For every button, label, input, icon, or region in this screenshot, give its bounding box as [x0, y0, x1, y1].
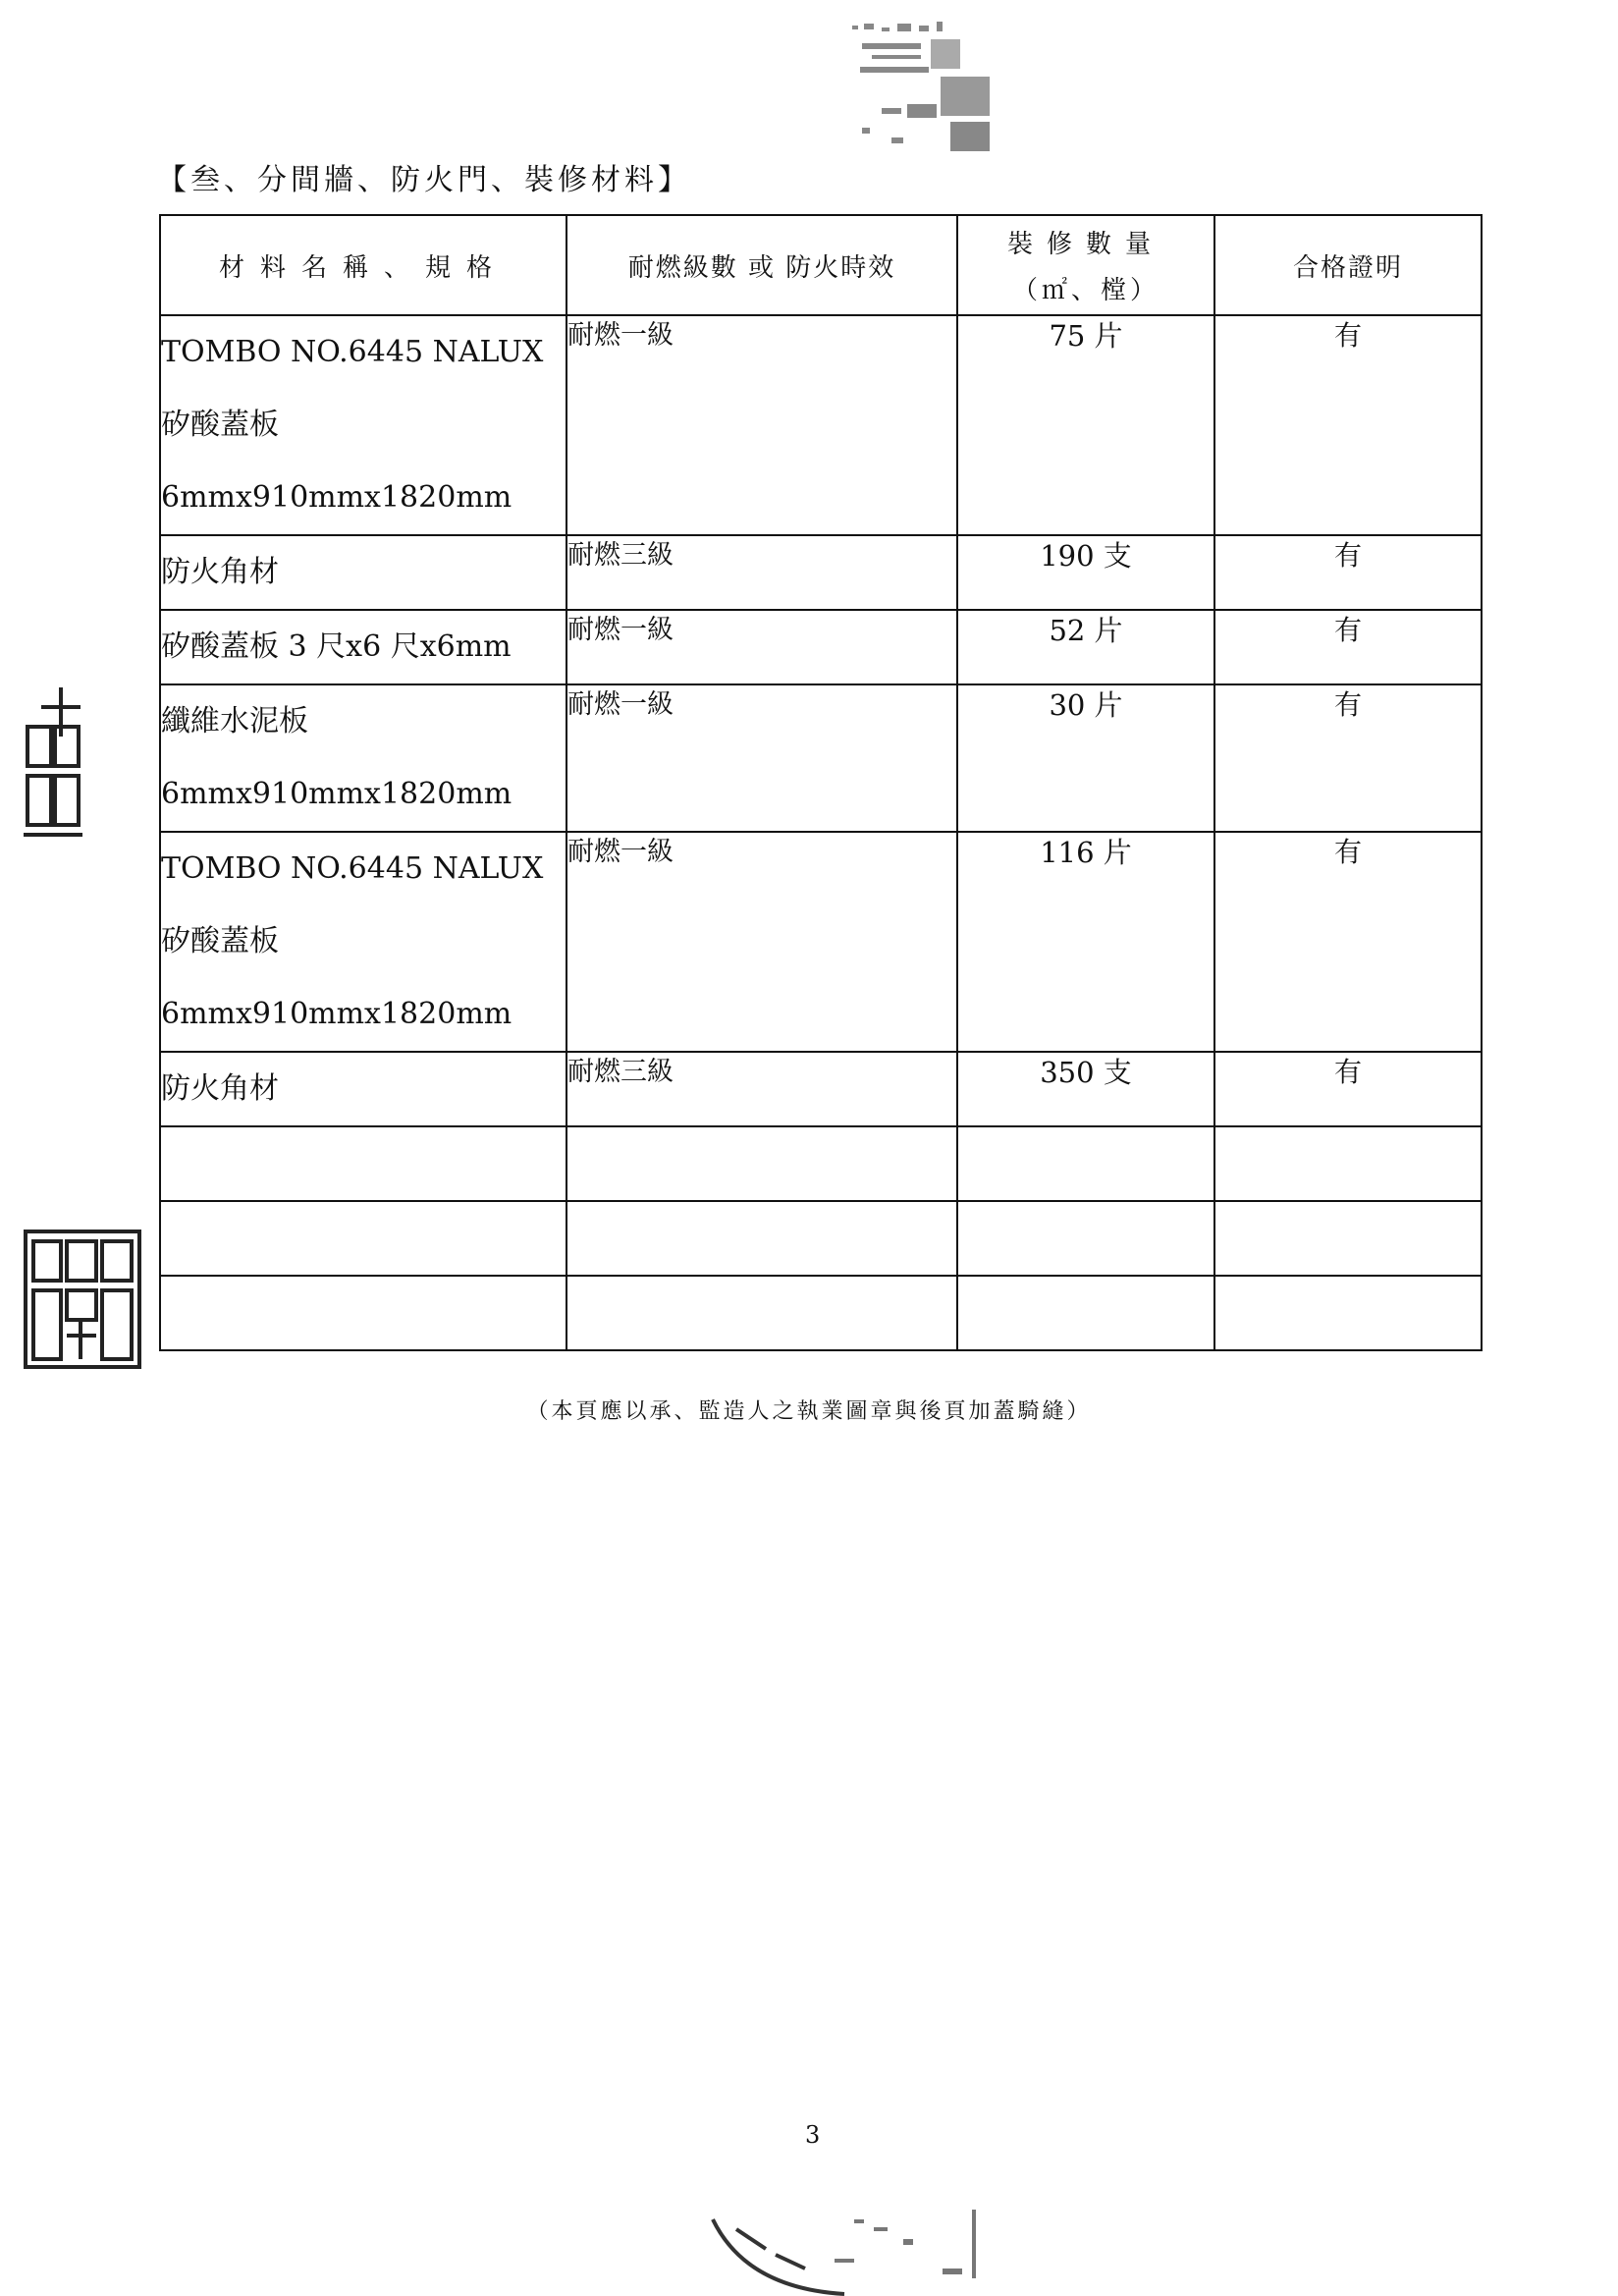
cell-certificate: 有 [1214, 832, 1482, 1052]
header-grade-label: 耐燃級數 或 防火時效 [627, 252, 896, 283]
header-certificate-label: 合格證明 [1292, 252, 1403, 283]
cell-certificate: 有 [1214, 535, 1482, 610]
cell-quantity: 75 片 [957, 315, 1214, 535]
page-number: 3 [805, 2121, 821, 2149]
seal-stamp-bottom [707, 2200, 1021, 2296]
seal-stamp-top [842, 20, 999, 157]
empty-cell [1214, 1276, 1482, 1350]
cell-name-spec [160, 610, 566, 684]
header-name-spec-label: 材料名稱、規格 [218, 252, 508, 283]
seal-stamp-side [22, 1228, 143, 1371]
cell-quantity: 52 片 [957, 610, 1214, 684]
cell-certificate: 有 [1214, 684, 1482, 832]
table-row [160, 610, 1482, 684]
cell-grade: 耐燃一級 [566, 610, 957, 684]
cell-grade: 耐燃一級 [566, 832, 957, 1052]
empty-cell [566, 1201, 957, 1276]
name-line: 矽酸蓋板 [161, 924, 279, 958]
header-quantity-unit: （㎡、樘） [1011, 276, 1160, 305]
cell-grade: 耐燃一級 [566, 684, 957, 832]
name-line: 纖維水泥板 [161, 704, 308, 738]
cell-name-spec [160, 535, 566, 610]
seal-stamp-side [22, 687, 84, 845]
empty-cell [160, 1126, 566, 1201]
cell-certificate: 有 [1214, 315, 1482, 535]
cell-quantity: 190 支 [957, 535, 1214, 610]
empty-cell [160, 1201, 566, 1276]
header-certificate [1214, 215, 1482, 315]
header-quantity [957, 215, 1214, 315]
empty-cell [566, 1276, 957, 1350]
section-title: 【叁、分間牆、防火門、裝修材料】 [157, 163, 691, 197]
header-quantity-label: 裝修數量 [1006, 230, 1164, 259]
cell-quantity: 350 支 [957, 1052, 1214, 1126]
table-header-row [160, 215, 1482, 315]
cell-grade: 耐燃三級 [566, 1052, 957, 1126]
name-line: 防火角材 [161, 1071, 279, 1106]
table-row [160, 1052, 1482, 1126]
cell-certificate: 有 [1214, 1052, 1482, 1126]
name-line: 6mmx910mmx1820mm [161, 997, 512, 1031]
table-row [160, 535, 1482, 610]
cell-name-spec [160, 315, 566, 535]
empty-cell [957, 1276, 1214, 1350]
table-row-empty [160, 1276, 1482, 1350]
empty-cell [160, 1276, 566, 1350]
table-row [160, 315, 1482, 535]
name-line: 矽酸蓋板 3 尺x6 尺x6mm [161, 629, 512, 664]
table-row [160, 832, 1482, 1052]
cell-name-spec [160, 1052, 566, 1126]
name-line: 矽酸蓋板 [161, 408, 279, 442]
materials-table [159, 214, 1483, 1351]
cell-certificate: 有 [1214, 610, 1482, 684]
empty-cell [957, 1126, 1214, 1201]
cell-grade: 耐燃一級 [566, 315, 957, 535]
name-line: 6mmx910mmx1820mm [161, 480, 512, 515]
cell-name-spec [160, 684, 566, 832]
header-name-spec [160, 215, 566, 315]
cell-grade: 耐燃三級 [566, 535, 957, 610]
footnote: （本頁應以承、監造人之執業圖章與後頁加蓋騎縫） [526, 1399, 1092, 1424]
header-grade [566, 215, 957, 315]
name-line: TOMBO NO.6445 NALUX [161, 851, 544, 886]
name-line: 防火角材 [161, 555, 279, 589]
table-row [160, 684, 1482, 832]
table-row-empty [160, 1201, 1482, 1276]
cell-quantity: 116 片 [957, 832, 1214, 1052]
cell-quantity: 30 片 [957, 684, 1214, 832]
empty-cell [566, 1126, 957, 1201]
empty-cell [1214, 1126, 1482, 1201]
name-line: 6mmx910mmx1820mm [161, 777, 512, 811]
empty-cell [957, 1201, 1214, 1276]
table-row-empty [160, 1126, 1482, 1201]
empty-cell [1214, 1201, 1482, 1276]
name-line: TOMBO NO.6445 NALUX [161, 335, 544, 369]
cell-name-spec [160, 832, 566, 1052]
